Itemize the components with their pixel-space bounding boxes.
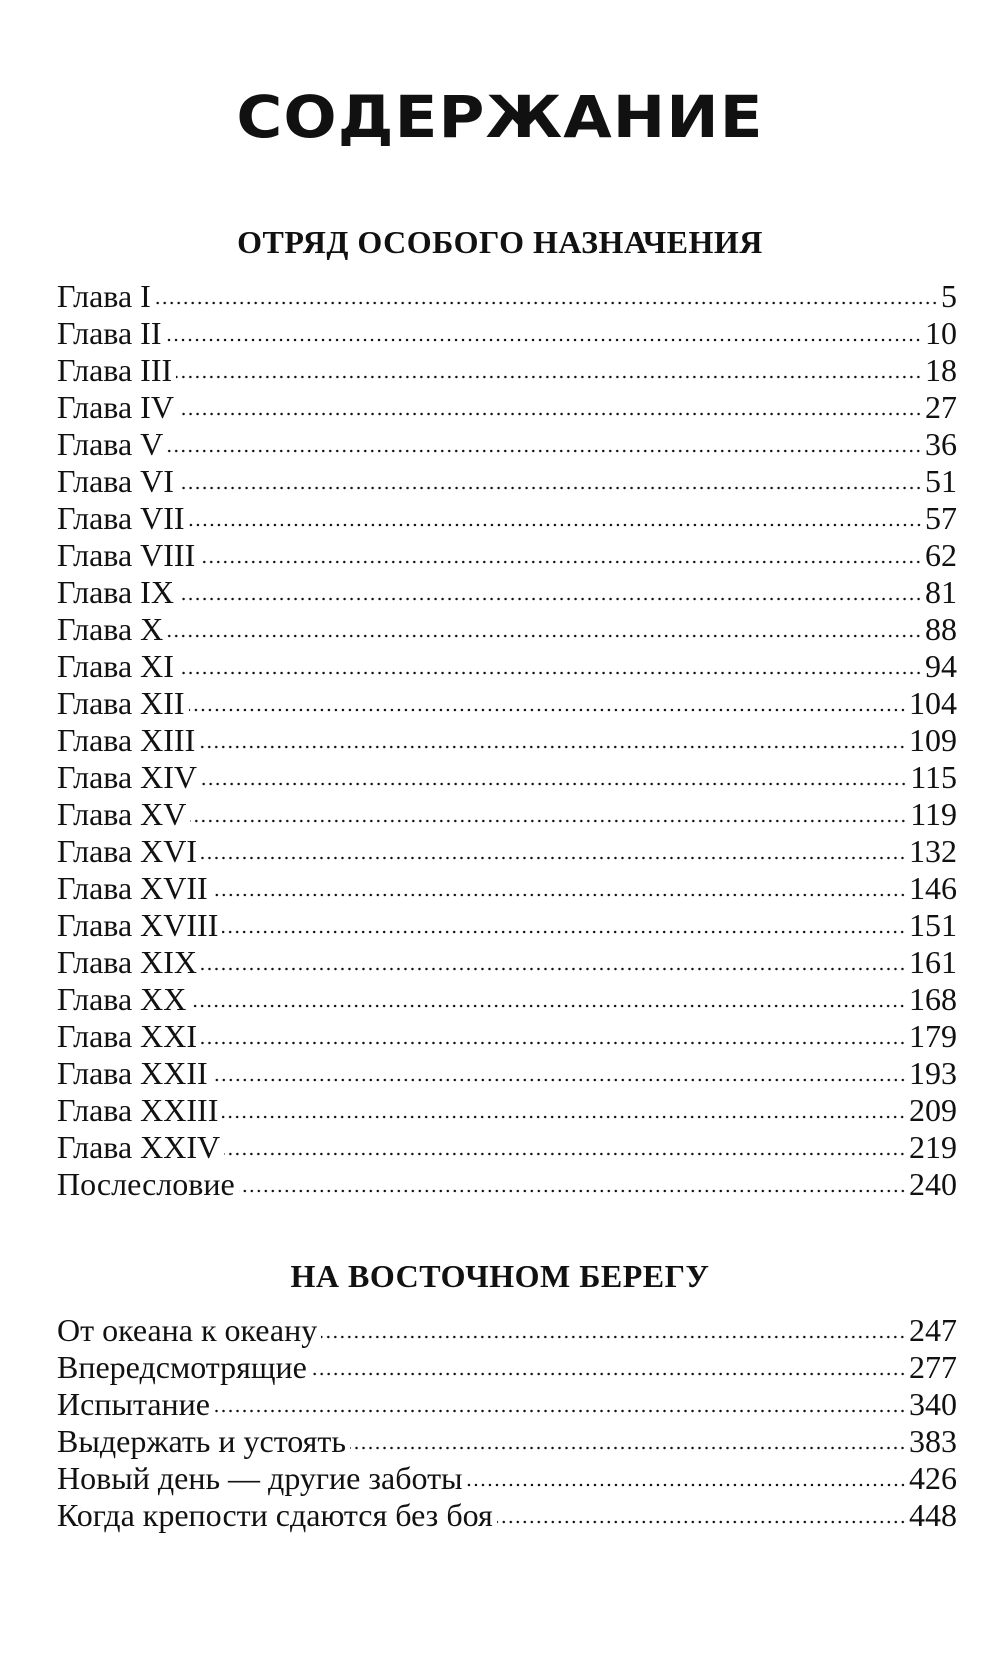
toc-entry-page-number: 179	[909, 1018, 957, 1054]
toc-entry-page-number: 146	[909, 870, 957, 906]
toc-list	[57, 1312, 957, 1534]
toc-entry	[57, 648, 957, 685]
toc-entry	[57, 389, 957, 426]
dot-leader	[178, 597, 922, 601]
dot-leader	[201, 856, 906, 860]
toc-entry-label: Глава VIII	[57, 537, 196, 573]
dot-leader	[176, 375, 922, 379]
toc-entry-page-number: 119	[910, 796, 957, 832]
toc-entry	[57, 1497, 957, 1534]
toc-entry-label: От океана к океану	[57, 1312, 318, 1348]
section-heading: ОТРЯД ОСОБОГО НАЗНАЧЕНИЯ	[237, 224, 763, 260]
dot-leader	[497, 1520, 906, 1524]
toc-entry-label: Глава V	[57, 426, 164, 462]
dot-leader	[190, 819, 907, 823]
toc-entry-label: Глава XX	[57, 981, 187, 1017]
toc-entry-label: Глава III	[57, 352, 173, 388]
toc-entry-label: Испытание	[57, 1386, 210, 1422]
toc-entry-label: Глава XIX	[57, 944, 198, 980]
dot-leader	[178, 412, 922, 416]
toc-entry-page-number: 51	[925, 463, 957, 499]
toc-entry-page-number: 10	[925, 315, 957, 351]
toc-entry-page-number: 88	[925, 611, 957, 647]
toc-entry	[57, 1092, 957, 1129]
dot-leader	[224, 1152, 906, 1156]
toc-entry-label: Глава XII	[57, 685, 185, 721]
toc-entry	[57, 907, 957, 944]
toc-entry	[57, 833, 957, 870]
toc-entry-label: Глава XXIV	[57, 1129, 221, 1165]
toc-entry-page-number: 219	[909, 1129, 957, 1165]
dot-leader	[222, 930, 906, 934]
toc-entry	[57, 796, 957, 833]
toc-entry-label: Глава XIV	[57, 759, 198, 795]
toc-entry-page-number: 240	[909, 1166, 957, 1202]
toc-entry-label: Глава XVII	[57, 870, 208, 906]
toc-entry-page-number: 5	[941, 278, 957, 314]
toc-entry-page-number: 426	[909, 1460, 957, 1496]
toc-entry	[57, 1386, 957, 1423]
dot-leader	[190, 1004, 906, 1008]
toc-entry-label: Глава XXI	[57, 1018, 198, 1054]
toc-entry-page-number: 104	[909, 685, 957, 721]
toc-entry	[57, 426, 957, 463]
toc-entry	[57, 1423, 957, 1460]
toc-entry	[57, 315, 957, 352]
toc-entry	[57, 870, 957, 907]
toc-entry-page-number: 81	[925, 574, 957, 610]
toc-entry-label: Глава II	[57, 315, 162, 351]
dot-leader	[212, 1078, 906, 1082]
toc-entry	[57, 1166, 957, 1203]
toc-entry	[57, 722, 957, 759]
dot-leader	[165, 338, 922, 342]
dot-leader	[201, 782, 907, 786]
toc-entry	[57, 759, 957, 796]
toc-entry-label: Глава X	[57, 611, 164, 647]
toc-entry-page-number: 277	[909, 1349, 957, 1385]
toc-entry-label: Глава VII	[57, 500, 185, 536]
section-heading: НА ВОСТОЧНОМ БЕРЕГУ	[290, 1258, 710, 1294]
toc-entry-page-number: 168	[909, 981, 957, 1017]
toc-entry	[57, 1349, 957, 1386]
toc-entry	[57, 1312, 957, 1349]
dot-leader	[178, 486, 922, 490]
toc-entry-page-number: 340	[909, 1386, 957, 1422]
toc-entry	[57, 944, 957, 981]
dot-leader	[199, 745, 906, 749]
dot-leader	[189, 523, 922, 527]
dot-leader	[467, 1483, 906, 1487]
page-title: СОДЕРЖАНИЕ	[236, 83, 764, 151]
toc-entry	[57, 1055, 957, 1092]
toc-entry-page-number: 27	[925, 389, 957, 425]
toc-entry-label: Выдержать и устоять	[57, 1423, 346, 1459]
toc-entry-page-number: 193	[909, 1055, 957, 1091]
dot-leader	[212, 893, 906, 897]
toc-entry-page-number: 209	[909, 1092, 957, 1128]
toc-entry-label: Впередсмотрящие	[57, 1349, 307, 1385]
toc-entry-page-number: 247	[909, 1312, 957, 1348]
dot-leader	[167, 634, 922, 638]
toc-entry-page-number: 151	[909, 907, 957, 943]
dot-leader	[201, 1041, 906, 1045]
dot-leader	[178, 671, 922, 675]
toc-entry	[57, 463, 957, 500]
toc-entry-page-number: 57	[925, 500, 957, 536]
toc-entry-page-number: 62	[925, 537, 957, 573]
toc-entry-page-number: 109	[909, 722, 957, 758]
dot-leader	[239, 1189, 906, 1193]
toc-entry	[57, 1018, 957, 1055]
toc-entry-label: Глава XIII	[57, 722, 196, 758]
dot-leader	[189, 708, 906, 712]
dot-leader	[350, 1446, 906, 1450]
toc-entry-page-number: 132	[909, 833, 957, 869]
dot-leader	[222, 1115, 906, 1119]
toc-entry-label: Новый день — другие заботы	[57, 1460, 463, 1496]
toc-entry	[57, 352, 957, 389]
toc-entry-label: Глава VI	[57, 463, 174, 499]
toc-entry-label: Глава XVIII	[57, 907, 219, 943]
toc-entry-page-number: 94	[925, 648, 957, 684]
toc-list	[57, 278, 957, 1203]
dot-leader	[214, 1409, 906, 1413]
toc-entry-label: Глава XVI	[57, 833, 198, 869]
dot-leader	[199, 560, 922, 564]
toc-entry-page-number: 115	[910, 759, 957, 795]
toc-entry-label: Глава IV	[57, 389, 174, 425]
toc-entry-page-number: 36	[925, 426, 957, 462]
toc-entry	[57, 537, 957, 574]
toc-entry-label: Послесловие	[57, 1166, 235, 1202]
dot-leader	[201, 967, 906, 971]
toc-entry-page-number: 18	[925, 352, 957, 388]
toc-entry	[57, 1129, 957, 1166]
toc-entry-page-number: 383	[909, 1423, 957, 1459]
toc-entry	[57, 574, 957, 611]
toc-entry-label: Глава IX	[57, 574, 174, 610]
dot-leader	[167, 449, 922, 453]
toc-entry-label: Глава XXII	[57, 1055, 208, 1091]
dot-leader	[321, 1335, 906, 1339]
toc-entry-page-number: 161	[909, 944, 957, 980]
toc-entry	[57, 685, 957, 722]
toc-entry-label: Глава XXIII	[57, 1092, 219, 1128]
toc-entry-label: Глава XI	[57, 648, 174, 684]
toc-entry-label: Когда крепости сдаются без боя	[57, 1497, 493, 1533]
toc-entry-page-number: 448	[909, 1497, 957, 1533]
toc-entry	[57, 500, 957, 537]
toc-entry	[57, 981, 957, 1018]
toc-entry	[57, 278, 957, 315]
dot-leader	[311, 1372, 906, 1376]
toc-entry	[57, 1460, 957, 1497]
toc-entry	[57, 611, 957, 648]
toc-entry-label: Глава I	[57, 278, 151, 314]
dot-leader	[155, 301, 938, 305]
toc-entry-label: Глава XV	[57, 796, 187, 832]
